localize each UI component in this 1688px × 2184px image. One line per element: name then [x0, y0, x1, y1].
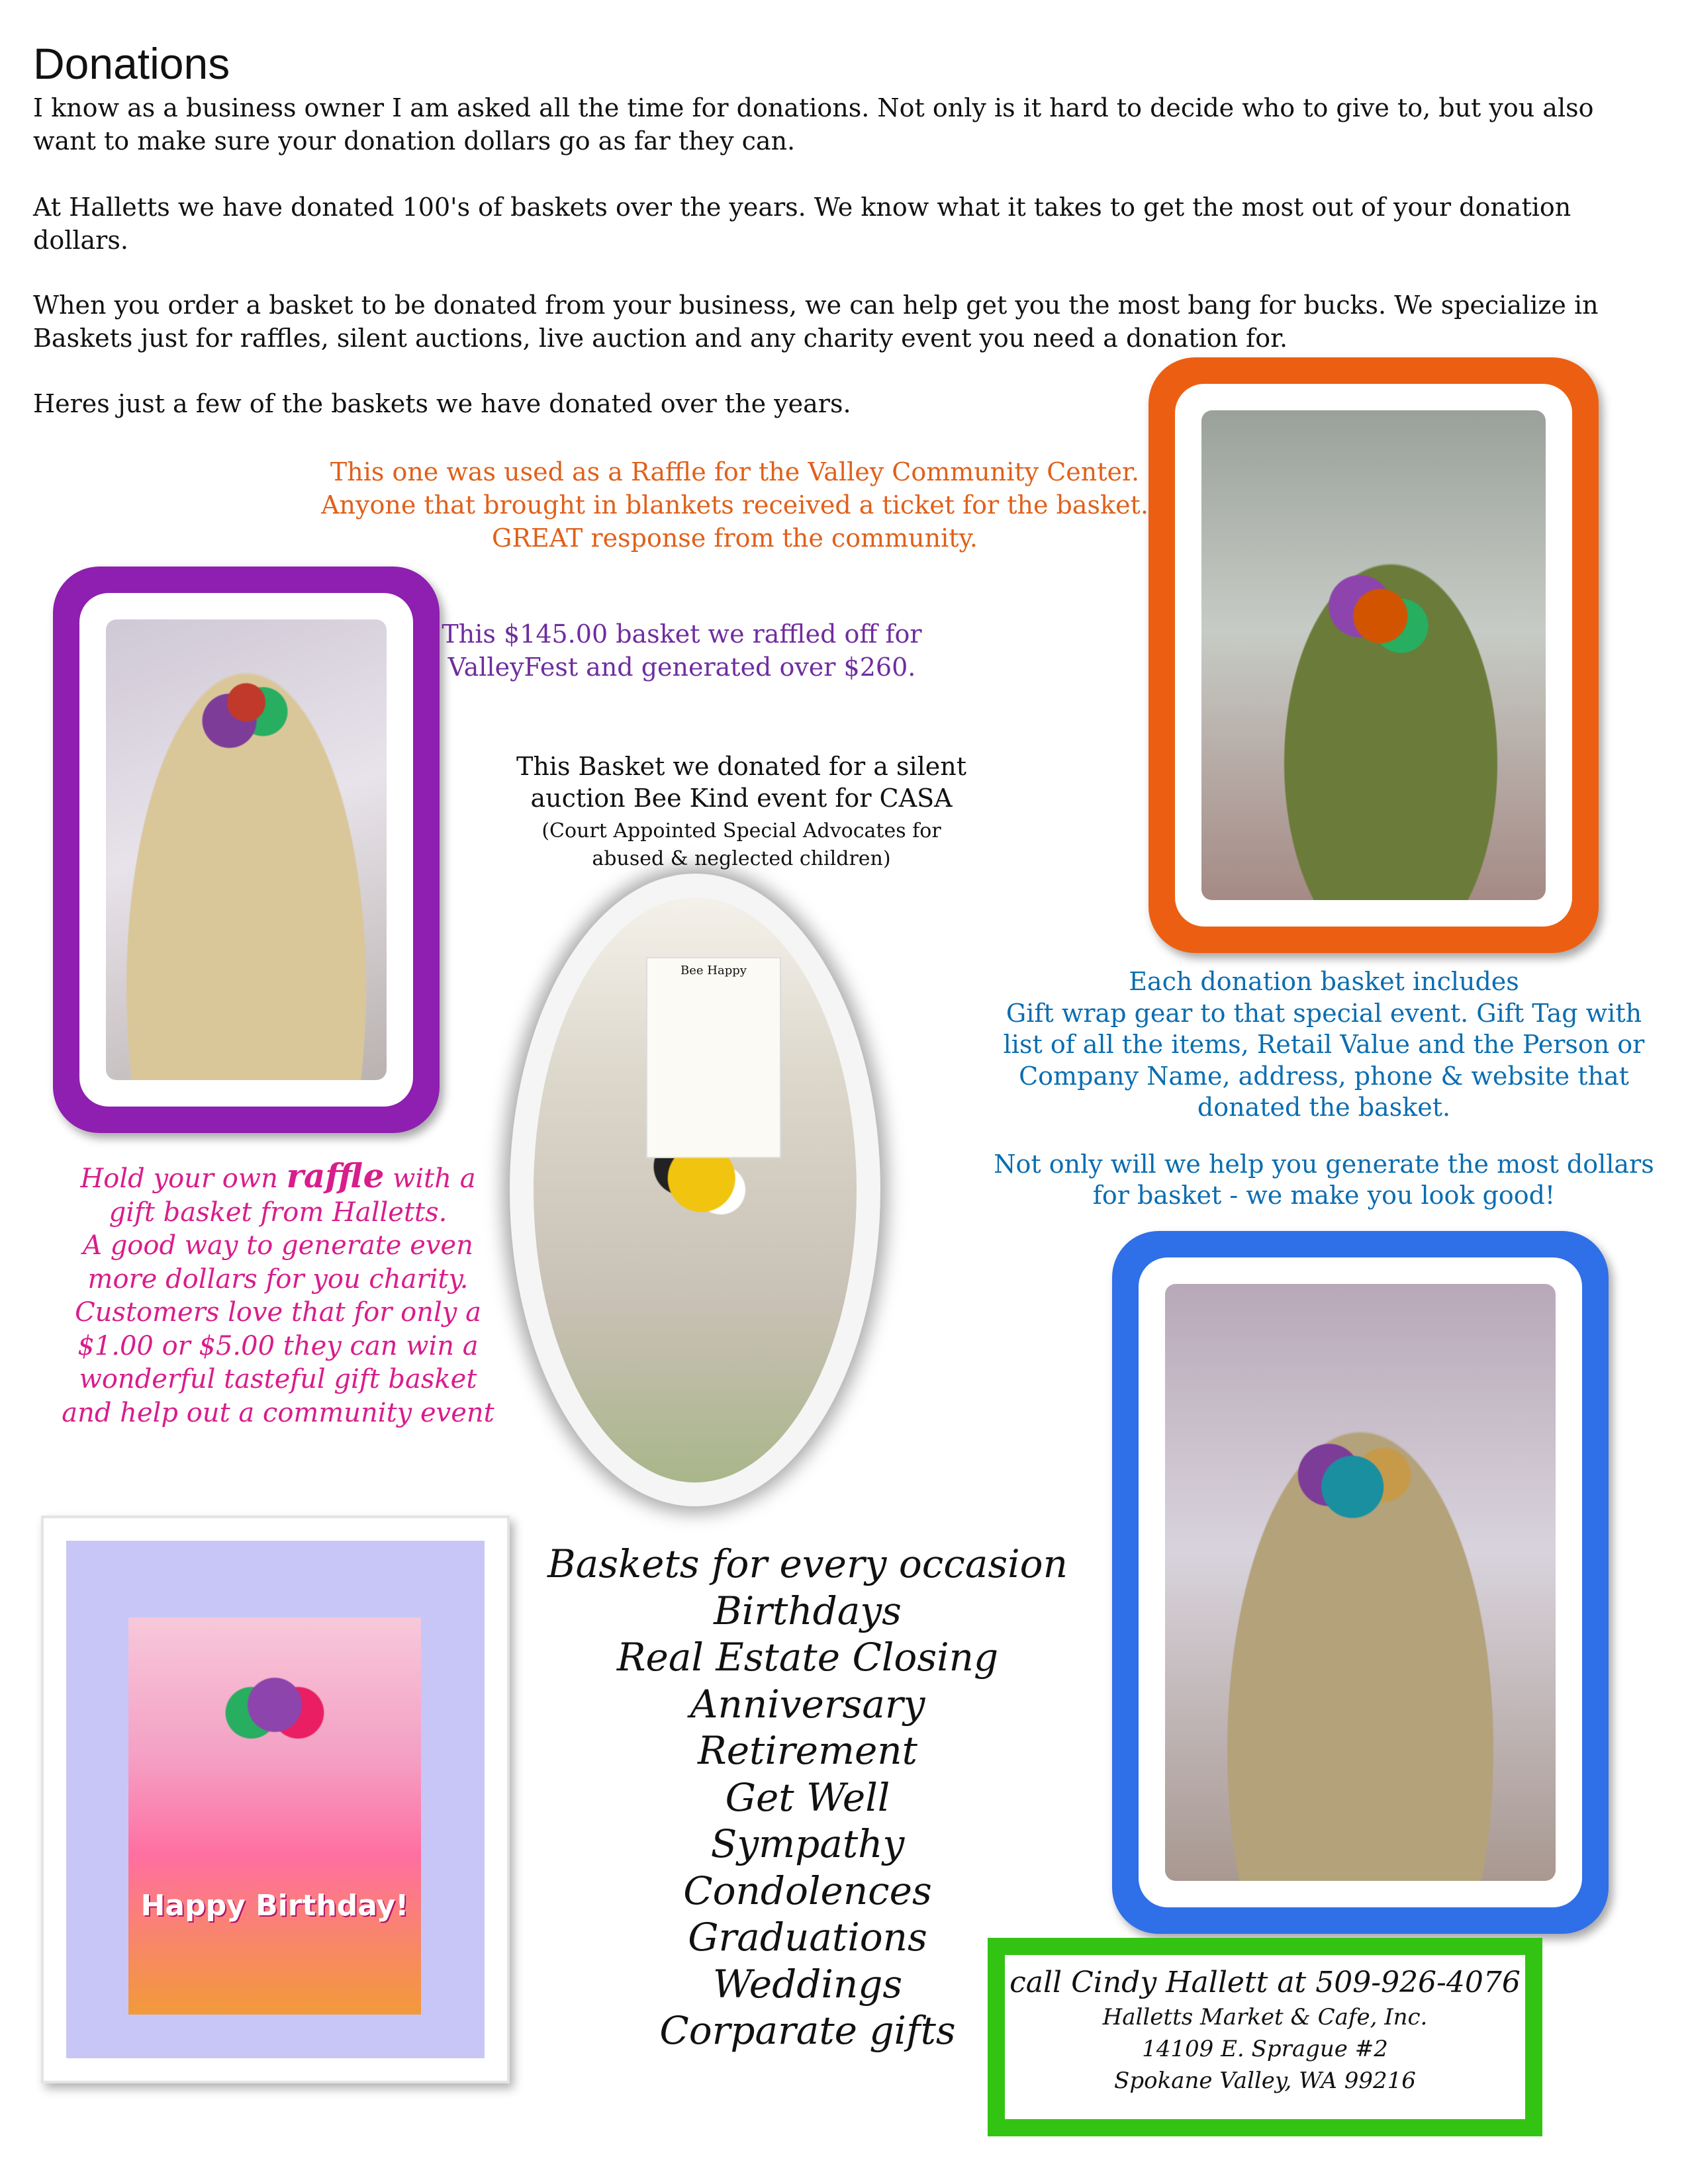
birthday-photo-frame	[41, 1516, 510, 2083]
caption-line: Not only will we help you generate the most dollars	[994, 1149, 1654, 1179]
birthday-banner: Happy Birthday!	[140, 1889, 409, 1923]
caption-valleyfest	[424, 617, 940, 684]
basket-photo-valley-community-center	[1201, 410, 1546, 900]
occasion-item: Condolences	[683, 1868, 932, 1913]
caption-line: gift basket from Halletts.	[109, 1197, 447, 1228]
contact-box	[988, 1938, 1542, 2136]
caption-line	[53, 1156, 503, 1196]
intro-paragraph-4: Heres just a few of the baskets we have donated over the years.	[33, 389, 851, 418]
contact-business: Halletts Market & Cafe, Inc.	[1102, 2004, 1428, 2030]
caption-casa	[463, 751, 1019, 872]
caption-line: more dollars for you charity.	[87, 1263, 469, 1295]
blue-photo-frame	[1112, 1231, 1609, 1934]
occasion-item: Sympathy	[710, 1821, 905, 1866]
occasion-item: Weddings	[712, 1961, 903, 2007]
intro-line: dollars.	[33, 226, 128, 255]
caption-line: donated the basket.	[1197, 1093, 1451, 1122]
occasions-title: Baskets for every occasion	[547, 1541, 1068, 1586]
caption-line: and help out a community event	[62, 1397, 494, 1428]
occasion-item: Birthdays	[714, 1588, 902, 1633]
intro-line: I know as a business owner I am asked all the time for donations. Not only is it hard to decide who to give to, but you also	[33, 93, 1594, 122]
oval-photo-frame	[510, 874, 880, 1506]
basket-photo-birthday	[128, 1617, 421, 2015]
caption-line: This $145.00 basket we raffled off for	[442, 619, 922, 649]
raffle-emphasis: raffle	[286, 1156, 385, 1195]
intro-line: Baskets just for raffles, silent auctions, live auction and any charity event you need a donation for.	[33, 324, 1288, 353]
caption-line: list of all the items, Retail Value and the Person or	[1003, 1030, 1645, 1059]
raffle-text: with a	[384, 1163, 476, 1194]
intro-paragraph-3	[33, 289, 1622, 355]
gift-tag	[646, 957, 781, 1158]
caption-line: Anyone that brought in blankets received a ticket for the basket.	[321, 490, 1149, 520]
caption-line: abused & neglected children)	[592, 847, 891, 870]
caption-line: auction Bee Kind event for CASA	[530, 784, 953, 813]
contact-street: 14109 E. Sprague #2	[1142, 2036, 1388, 2062]
contact-city: Spokane Valley, WA 99216	[1114, 2068, 1416, 2094]
occasion-item: Graduations	[688, 1915, 927, 1960]
frame-inner	[79, 593, 413, 1107]
intro-paragraph-2	[33, 191, 1622, 257]
intro-line: want to make sure your donation dollars go as far they can.	[33, 126, 796, 156]
caption-line: This Basket we donated for a silent	[516, 752, 967, 781]
caption-valley-community-center	[278, 455, 1192, 555]
contact-call: call Cindy Hallett at 509-926-4076	[1009, 1966, 1521, 1999]
frame-inner	[1175, 384, 1572, 927]
photo-mat	[66, 1541, 485, 2058]
caption-raffle	[53, 1156, 503, 1430]
intro-line: At Halletts we have donated 100's of baskets over the years. We know what it takes to get the most out of your donation	[33, 193, 1571, 222]
caption-line: Customers love that for only a	[75, 1297, 481, 1328]
caption-line: A good way to generate even	[83, 1230, 473, 1261]
caption-line: Company Name, address, phone & website that	[1019, 1061, 1629, 1091]
caption-line: This one was used as a Raffle for the Valley Community Center.	[330, 457, 1140, 486]
intro-paragraph-1	[33, 91, 1622, 158]
intro-line: When you order a basket to be donated from your business, we can help get you the most bang for bucks. We specialize in	[33, 291, 1599, 320]
occasion-item: Get Well	[725, 1774, 890, 1820]
basket-photo-seahawks	[1165, 1284, 1556, 1881]
basket-photo-valleyfest	[106, 619, 387, 1080]
basket-photo-casa	[534, 897, 857, 1482]
occasion-item: Retirement	[698, 1728, 917, 1773]
raffle-text: Hold your own	[80, 1163, 287, 1194]
occasion-item: Corparate gifts	[659, 2008, 956, 2053]
caption-line: $1.00 or $5.00 they can win a	[77, 1330, 479, 1361]
caption-line: (Court Appointed Special Advocates for	[541, 819, 941, 842]
occasion-item: Anniversary	[690, 1681, 925, 1727]
orange-photo-frame	[1149, 357, 1599, 953]
caption-basket-includes	[980, 966, 1668, 1212]
occasion-item: Real Estate Closing	[616, 1635, 999, 1680]
frame-inner	[1139, 1257, 1582, 1907]
caption-line: wonderful tasteful gift basket	[79, 1364, 477, 1394]
gift-tag-title: Bee Happy	[680, 964, 747, 978]
caption-line: Gift wrap gear to that special event. Gift Tag with	[1006, 998, 1642, 1028]
caption-line: Each donation basket includes	[1129, 967, 1519, 996]
caption-line: for basket - we make you look good!	[1092, 1181, 1556, 1210]
page-title: Donations	[33, 39, 230, 88]
caption-line: GREAT response from the community.	[491, 523, 978, 553]
caption-line: ValleyFest and generated over $260.	[447, 653, 916, 682]
purple-photo-frame	[53, 567, 440, 1133]
